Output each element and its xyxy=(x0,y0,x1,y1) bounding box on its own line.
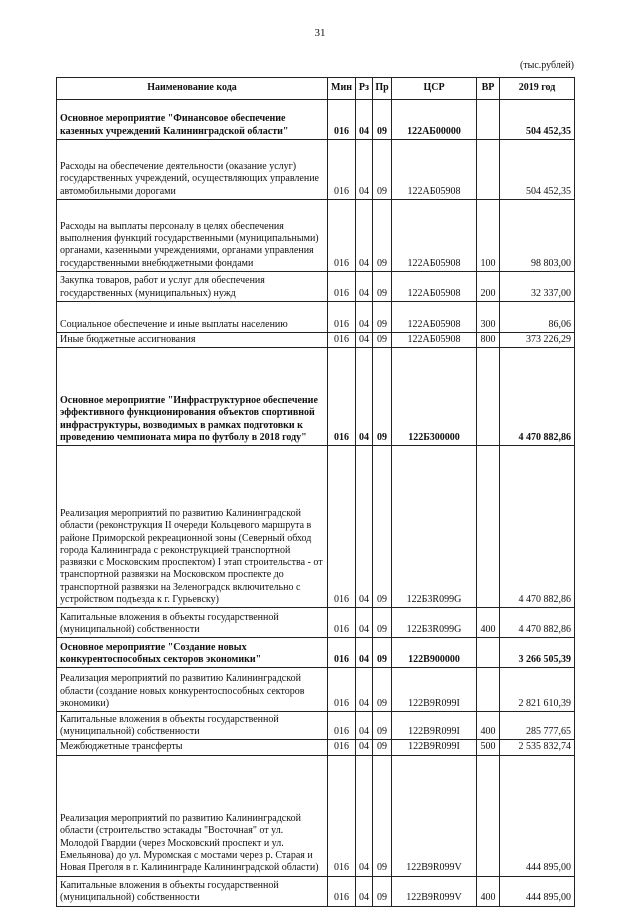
header-vr: ВР xyxy=(477,78,500,100)
cell-min: 016 xyxy=(328,668,356,712)
cell-name: Капитальные вложения в объекты государственной (муниципальной) собственности xyxy=(57,712,328,740)
cell-amount: 2 535 832,74 xyxy=(500,740,575,755)
cell-amount: 4 470 882,86 xyxy=(500,348,575,446)
cell-amount: 285 777,65 xyxy=(500,712,575,740)
cell-pr: 09 xyxy=(373,446,392,608)
cell-csr: 122В9R099I xyxy=(392,740,477,755)
cell-vr xyxy=(477,446,500,608)
cell-amount: 373 226,29 xyxy=(500,333,575,348)
table-row xyxy=(57,200,575,272)
table-row xyxy=(57,140,575,200)
header-year: 2019 год xyxy=(500,78,575,100)
table-row xyxy=(57,608,575,638)
cell-pr: 09 xyxy=(373,755,392,876)
cell-min: 016 xyxy=(328,740,356,755)
cell-csr: 122В900000 xyxy=(392,638,477,668)
page-number: 31 xyxy=(314,27,326,39)
cell-pr: 09 xyxy=(373,140,392,200)
cell-name: Капитальные вложения в объекты государственной (муниципальной) собственности xyxy=(57,608,328,638)
cell-csr: 122АБ05908 xyxy=(392,333,477,348)
cell-amount: 444 895,00 xyxy=(500,755,575,876)
cell-amount: 504 452,35 xyxy=(500,140,575,200)
cell-csr: 122АБ00000 xyxy=(392,100,477,140)
table-row xyxy=(57,740,575,755)
cell-vr: 100 xyxy=(477,200,500,272)
cell-name: Реализация мероприятий по развитию Калининградской области (строительство эстакады "Восточная" от ул. Молодой Гвардии (через Московский проспект и ул. Емельянова) до ул. Муромская с мостами через р. Старая и Новая Преголя в г. Калининграде Калининградской области) xyxy=(57,755,328,876)
cell-vr xyxy=(477,668,500,712)
cell-min: 016 xyxy=(328,200,356,272)
cell-vr: 200 xyxy=(477,272,500,302)
cell-min: 016 xyxy=(328,608,356,638)
cell-name: Закупка товаров, работ и услуг для обеспечения государственных (муниципальных) нужд xyxy=(57,272,328,302)
cell-csr: 122АБ05908 xyxy=(392,302,477,333)
header-name: Наименование кода xyxy=(57,78,328,100)
cell-rz: 04 xyxy=(356,302,373,333)
cell-amount: 444 895,00 xyxy=(500,876,575,906)
cell-vr: 300 xyxy=(477,302,500,333)
cell-amount: 98 803,00 xyxy=(500,200,575,272)
cell-csr: 122В9R099I xyxy=(392,668,477,712)
cell-rz: 04 xyxy=(356,755,373,876)
cell-csr: 122АБ05908 xyxy=(392,272,477,302)
cell-rz: 04 xyxy=(356,446,373,608)
cell-amount: 32 337,00 xyxy=(500,272,575,302)
cell-min: 016 xyxy=(328,333,356,348)
table-row xyxy=(57,333,575,348)
cell-vr: 500 xyxy=(477,740,500,755)
table-row xyxy=(57,668,575,712)
cell-csr: 122Б3R099G xyxy=(392,608,477,638)
header-rz: Рз xyxy=(356,78,373,100)
cell-rz: 04 xyxy=(356,100,373,140)
cell-rz: 04 xyxy=(356,140,373,200)
cell-pr: 09 xyxy=(373,272,392,302)
cell-amount: 4 470 882,86 xyxy=(500,446,575,608)
cell-vr: 400 xyxy=(477,608,500,638)
cell-pr: 09 xyxy=(373,668,392,712)
table-header-row xyxy=(57,78,575,100)
cell-name: Реализация мероприятий по развитию Калининградской области (реконструкция II очереди Кольцевого маршрута в районе Приморской рекреационной зоны (Северный обход города Калининграда с реконструкцией транспортной развязки с Московским проспектом) I этап строительства - от транспортной развязки на Московском проспекте до транспортной развязки на Зеленоградск включительно с устройством подъезда к г. Гурьевску) xyxy=(57,446,328,608)
cell-name: Расходы на обеспечение деятельности (оказание услуг) государственных учреждений, осуществляющих управление автомобильными дорогами xyxy=(57,140,328,200)
cell-name: Иные бюджетные ассигнования xyxy=(57,333,328,348)
cell-amount: 2 821 610,39 xyxy=(500,668,575,712)
table-row xyxy=(57,876,575,906)
table-row xyxy=(57,638,575,668)
cell-csr: 122АБ05908 xyxy=(392,140,477,200)
cell-pr: 09 xyxy=(373,638,392,668)
cell-pr: 09 xyxy=(373,740,392,755)
cell-amount: 504 452,35 xyxy=(500,100,575,140)
cell-min: 016 xyxy=(328,755,356,876)
table-row xyxy=(57,755,575,876)
cell-vr xyxy=(477,140,500,200)
cell-amount: 3 266 505,39 xyxy=(500,638,575,668)
cell-vr: 400 xyxy=(477,876,500,906)
cell-pr: 09 xyxy=(373,200,392,272)
cell-name: Расходы на выплаты персоналу в целях обеспечения выполнения функций государственными (муниципальными) органами, казенными учреждениями, органами управления государственными внебюджетными фондами xyxy=(57,200,328,272)
cell-name: Социальное обеспечение и иные выплаты населению xyxy=(57,302,328,333)
table-row xyxy=(57,272,575,302)
cell-name: Реализация мероприятий по развитию Калининградской области (создание новых конкурентоспособных секторов экономики) xyxy=(57,668,328,712)
cell-pr: 09 xyxy=(373,876,392,906)
cell-pr: 09 xyxy=(373,333,392,348)
cell-rz: 04 xyxy=(356,608,373,638)
table-row xyxy=(57,100,575,140)
cell-csr: 122АБ05908 xyxy=(392,200,477,272)
cell-vr: 400 xyxy=(477,712,500,740)
cell-name: Основное мероприятие "Финансовое обеспечение казенных учреждений Калининградской области" xyxy=(57,100,328,140)
table-row xyxy=(57,446,575,608)
cell-csr: 122Б300000 xyxy=(392,348,477,446)
cell-rz: 04 xyxy=(356,712,373,740)
cell-pr: 09 xyxy=(373,608,392,638)
cell-rz: 04 xyxy=(356,348,373,446)
cell-amount: 4 470 882,86 xyxy=(500,608,575,638)
cell-csr: 122В9R099V xyxy=(392,755,477,876)
table-row xyxy=(57,348,575,446)
cell-csr: 122В9R099I xyxy=(392,712,477,740)
header-csr: ЦСР xyxy=(392,78,477,100)
header-pr: Пр xyxy=(373,78,392,100)
unit-note: (тыс.рублей) xyxy=(519,60,574,71)
cell-rz: 04 xyxy=(356,638,373,668)
cell-pr: 09 xyxy=(373,100,392,140)
cell-min: 016 xyxy=(328,140,356,200)
cell-name: Межбюджетные трансферты xyxy=(57,740,328,755)
cell-csr: 122В9R099V xyxy=(392,876,477,906)
cell-min: 016 xyxy=(328,302,356,333)
cell-amount: 86,06 xyxy=(500,302,575,333)
cell-vr xyxy=(477,755,500,876)
cell-vr xyxy=(477,638,500,668)
cell-min: 016 xyxy=(328,712,356,740)
table-row xyxy=(57,302,575,333)
cell-min: 016 xyxy=(328,638,356,668)
cell-rz: 04 xyxy=(356,333,373,348)
cell-pr: 09 xyxy=(373,302,392,333)
cell-rz: 04 xyxy=(356,200,373,272)
budget-table xyxy=(56,77,575,907)
cell-min: 016 xyxy=(328,446,356,608)
cell-csr: 122Б3R099G xyxy=(392,446,477,608)
header-min: Мин xyxy=(328,78,356,100)
cell-rz: 04 xyxy=(356,272,373,302)
cell-vr xyxy=(477,348,500,446)
cell-vr: 800 xyxy=(477,333,500,348)
cell-rz: 04 xyxy=(356,876,373,906)
cell-name: Капитальные вложения в объекты государственной (муниципальной) собственности xyxy=(57,876,328,906)
cell-min: 016 xyxy=(328,876,356,906)
cell-min: 016 xyxy=(328,100,356,140)
cell-pr: 09 xyxy=(373,348,392,446)
cell-name: Основное мероприятие "Инфраструктурное обеспечение эффективного функционирования объектов спортивной инфраструктуры, возводимых в рамках подготовки к проведению чемпионата мира по футболу в 2018 году" xyxy=(57,348,328,446)
table-row xyxy=(57,712,575,740)
cell-min: 016 xyxy=(328,348,356,446)
cell-pr: 09 xyxy=(373,712,392,740)
cell-name: Основное мероприятие "Создание новых конкурентоспособных секторов экономики" xyxy=(57,638,328,668)
cell-rz: 04 xyxy=(356,740,373,755)
cell-rz: 04 xyxy=(356,668,373,712)
cell-vr xyxy=(477,100,500,140)
cell-min: 016 xyxy=(328,272,356,302)
